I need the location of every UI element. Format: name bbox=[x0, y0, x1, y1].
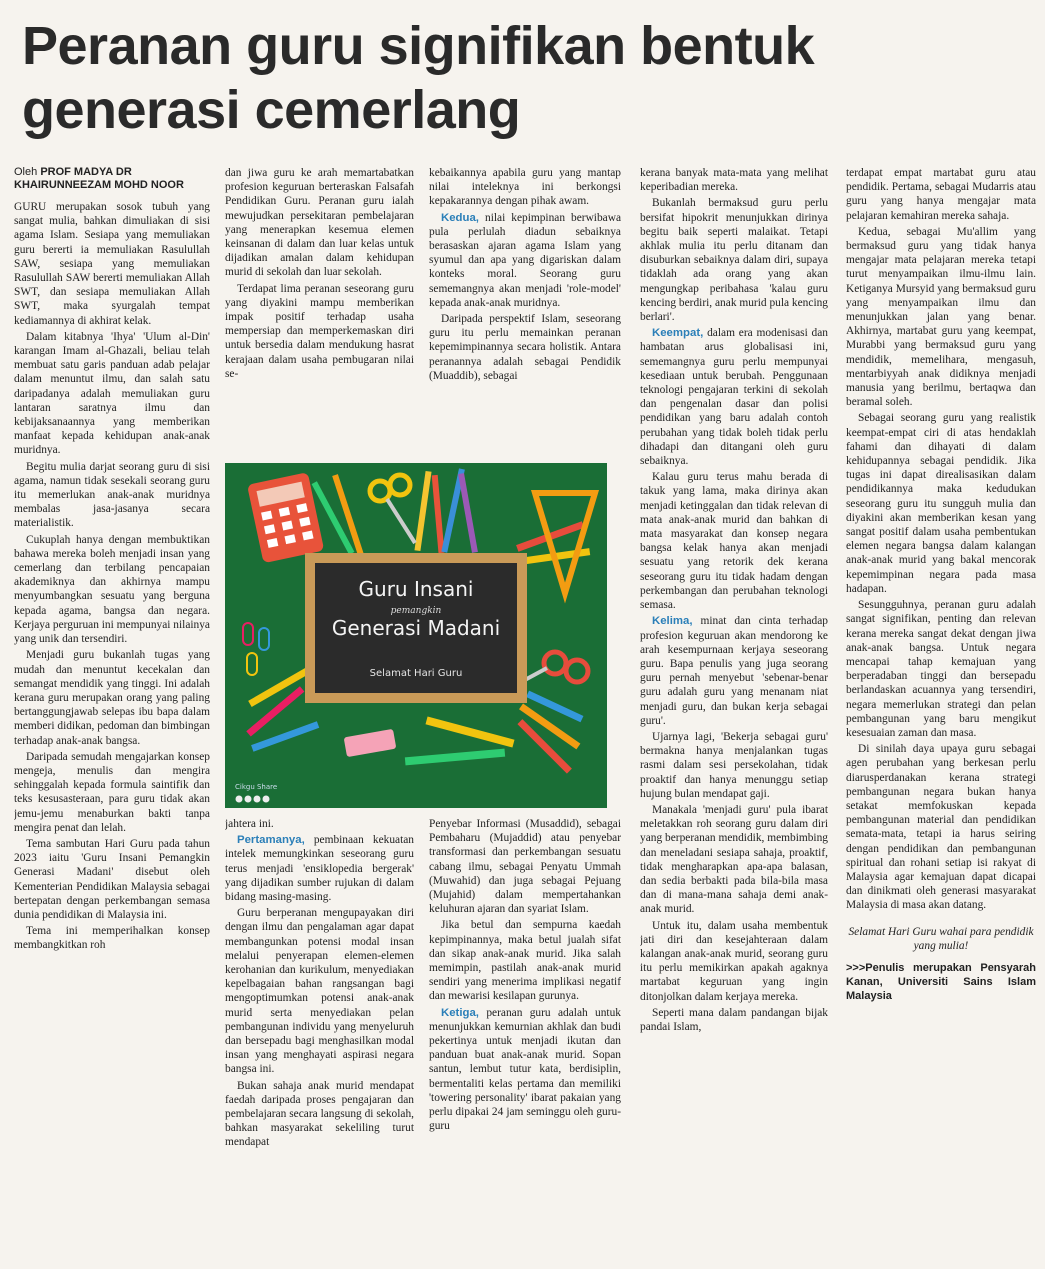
paragraph: Bukan sahaja anak murid mendapat faedah daripada proses pengajaran dan pembelajaran secara langsung di sekolah, bahkan masyarakat sekeliling turut mendapat bbox=[225, 1079, 414, 1149]
column-3-bottom bbox=[429, 817, 621, 1261]
paragraph: Tema sambutan Hari Guru pada tahun 2023 iaitu 'Guru Insani Pemangkin Generasi Madani' disebut oleh Kementerian Pendidikan Malaysia sebagai bertepatan dengan perkembangan semasa dunia pendidikan di Malaysia ini. bbox=[14, 837, 210, 921]
paragraph: Tema ini memperihalkan konsep membangkitkan roh bbox=[14, 925, 210, 952]
paragraph: Manakala 'menjadi guru' pula ibarat meletakkan roh seorang guru dalam diri yang berperanan mendidik, membimbing dan meneladani sesiapa sahaja, proaktif, tidak mengharapkan apa-apa balasan, dan sedia berbakti pada bila-bila masa dan di mana-mana sahaja demi anak-anak murid. bbox=[640, 803, 828, 916]
paragraph: Seperti mana dalam pandangan bijak pandai Islam, bbox=[640, 1006, 828, 1033]
paragraph bbox=[225, 833, 414, 904]
paragraph: Dalam kitabnya 'Ihya' 'Ulum al-Din' karangan Imam al-Ghazali, beliau telah membuat satu garis panduan adab pelajar dalam menuntut ilmu, dan salah satu daripadanya adalah memuliakan guru lantaran saratnya ilmu dan kebijaksanaannya yang memberikan manfaat kepada kehidupan anak-anak muridnya. bbox=[14, 330, 210, 457]
paragraph: Untuk itu, dalam usaha membentuk jati diri dan kesejahteraan dalam kalangan anak-anak murid, seorang guru itu perlu memikirkan apakah agaknya martabat keguruan yang ingin ditonjolkan dalam kerjaya mereka. bbox=[640, 919, 828, 1003]
paragraph: GURU merupakan sosok tubuh yang sangat mulia, bahkan dimuliakan di sisi agama Islam. Sesiapa yang memuliakan guru bererti ia memuliakan Rasulullah SAW, sesiapa yang memuliakan Rasulullah SAW bererti memuliakan Allah SWT, dan sesiapa memuliakan Allah SWT, maka syurgalah tempat kediamannya di akhirat kelak. bbox=[14, 201, 210, 327]
paragraph-text: pembinaan kekuatan intelek memungkinkan seseorang guru terus menjadi 'ensiklopedia bergerak' yang dijadikan sumber rujukan di dalam bidang masing-masing. bbox=[225, 834, 414, 904]
paragraph: Begitu mulia darjat seorang guru di sisi agama, namun tidak sesekali seorang guru itu memerlukan anak-anak muridnya membalas jasa-jasanya secara materialistik. bbox=[14, 460, 210, 530]
keempat-label: Keempat, bbox=[652, 327, 704, 340]
paragraph: Di sinilah daya upaya guru sebagai agen perubahan yang berkesan perlu diarusperdanakan kerana strategi pembangunan negara bukan hanya setakat memfokuskan kepada pembangunan material dan pendidikan semata-mata, tetapi ia harus seiring dengan pendidikan dan pembangunan spiritual dan rohani setiap isi rakyat di Malaysia agar kemajuan dapat dicapai dan dinikmati oleh generasi masyarakat Malaysia di masa akan datang. bbox=[846, 743, 1036, 912]
paragraph: Kedua, sebagai Mu'allim yang bermaksud guru yang tidak hanya mengajar mata pelajaran mereka tetapi turut menyampaikan ilmu-ilmu lain. Ketiganya Mursyid yang bermaksud guru yang menyampaikan ilmu dan menunjukkan jalan yang benar. Akhirnya, martabat guru yang keempat, Murabbi yang bermaksud guru yang mendidik, memelihara, mengasuh, mentarbiyyah anak didiknya menjadi manusia yang berilmu, bertaqwa dan beramal soleh. bbox=[846, 225, 1036, 409]
paragraph: Cukuplah hanya dengan membuktikan bahawa mereka boleh menjadi insan yang cemerlang dan terbilang pencapaian akademiknya dan akhirnya mampu menyumbangkan sesuatu yang berguna kepada agama, bangsa dan negara. Kerjaya perguruan ini mempunyai nilainya yang unik dan tersendiri. bbox=[14, 533, 210, 646]
paragraph bbox=[429, 211, 621, 310]
column-4 bbox=[640, 166, 828, 1261]
paragraph: terdapat empat martabat guru atau pendidik. Pertama, sebagai Mudarris atau guru yang hanya mengajar mata pelajaran kemahiran mereka sahaja. bbox=[846, 167, 1036, 222]
column-2-top bbox=[225, 166, 414, 458]
paragraph: Ujarnya lagi, 'Bekerja sebagai guru' bermakna hanya menjalankan tugas rasmi dalam sesi persekolahan, tidak proaktif dan hanya menunggu setiap hujung bulan mendapat gaji. bbox=[640, 730, 828, 800]
paragraph: Guru berperanan mengupayakan diri dengan ilmu dan pengalaman agar dapat membangunkan potensi modal insan melalui penyerapan elemen-elemen kerohanian dan kurikulum, menyediakan kepelbagaian bahan rangsangan bagi mengoptimumkan potensi anak-anak murid serta menyediakan pelan pembangunan individu yang menyeluruh dan bersepadu bagi menghasilkan modal insan yang menghayati aspirasi negara bangsa ini. bbox=[225, 907, 414, 1076]
paragraph: dan jiwa guru ke arah memartabatkan profesion keguruan berteraskan Falsafah Pendidikan Guru. Peranan guru ialah mewujudkan persekitaran pembelajaran yang menerapkan kesemua elemen keinsanan di dalam dan luar kelas untuk dijadikan amalan dalam kehidupan murid di sekolah dan luar sekolah. bbox=[225, 167, 414, 279]
paragraph: Penyebar Informasi (Musaddid), sebagai Pembaharu (Mujaddid) atau penyebar transformasi dan perkembangan sesuatu cabang ilmu, sebagai Penyatu Ummah (Muwahid) dan juga sebagai Pejuang (Mujahid) dalam mempertahankan keluhuran ajaran dan syariat Islam. bbox=[429, 818, 621, 916]
headline: Peranan guru signifikan bentuk generasi cemerlang bbox=[22, 16, 815, 140]
paragraph: Sesungguhnya, peranan guru adalah sangat signifikan, penting dan relevan kerana mereka sangat dekat dengan jiwa anak-anak bangsa. Untuk negara mencapai tahap kemajuan yang berperadaban tinggi dan bersepadu berlandaskan acuannya yang tersendiri, negara memerlukan strategi dan pelan pembangunan yang baru mengikut kesesuaian zaman dan masa. bbox=[846, 599, 1036, 739]
kelima-label: Kelima, bbox=[652, 615, 693, 628]
paragraph: jahtera ini. bbox=[225, 818, 274, 830]
column-1 bbox=[14, 166, 210, 1261]
pertamanya-label: Pertamanya, bbox=[237, 834, 305, 847]
paragraph bbox=[640, 614, 828, 728]
guru-insani-image bbox=[225, 463, 607, 808]
paragraph-text: dalam era modenisasi dan hambatan arus globalisasi ini, sememangnya guru perlu mempunyai kesediaan untuk berubah. Penggunaan teknologi pengajaran terkini di sekolah dan pengenalan dasar dan polisi pendidikan yang baru adalah contoh perubahan yang tidak boleh tidak perlu dihadapi dan ditangani oleh guru sebaiknya. bbox=[640, 327, 828, 468]
paragraph: Bukanlah bermaksud guru perlu bersifat hipokrit menunjukkan dirinya begitu baik seperti malaikat. Tetapi akhlak mulia itu perlu ditanam dan disuburkan sebaiknya dalam diri, supaya tidaklah ada orang yang akan mengungkap peribahasa 'kalau guru kencing berdiri, anak murid pula kencing berlari'. bbox=[640, 197, 828, 324]
byline-author: PROF MADYA DR KHAIRUNNEEZAM MOHD NOOR bbox=[14, 166, 184, 191]
paragraph: Kalau guru terus mahu berada di takuk yang lama, maka dirinya akan menjadi ketinggalan dan tidak relevan di mata anak-anak murid dan bahkan di mata masyarakat dan konsep negara bangsa kelak hanya akan menjadi sesuatu yang retorik dek kerana seseorang guru itu tidak hadam dengan perkembangan dan perubahan teknologi semasa. bbox=[640, 471, 828, 612]
byline bbox=[14, 166, 210, 192]
paragraph: Daripada semudah mengajarkan konsep mengeja, menulis dan mengira sehinggalah kepada formula saintifik dan teks kesusasteraan, para guru tidak akan jemu-jemu menaburkan bakti tanpa mengira penat dan lelah. bbox=[14, 750, 210, 834]
paragraph: Terdapat lima peranan seseorang guru yang diyakini mampu memberikan impak positif terhadap usaha mempersiap dan memperkemaskan diri untuk bersedia dalam mendukung hasrat kerajaan dalam usaha pembugaran nilai se- bbox=[225, 282, 414, 380]
column-3-top bbox=[429, 166, 621, 458]
closing-greeting: Selamat Hari Guru wahai para pendidik yang mulia! bbox=[848, 925, 1034, 952]
paragraph-text: minat dan cinta terhadap profesion keguruan akan mendorong ke arah kesempurnaan kerjaya seseorang guru. Bapa penulis yang juga seorang guru pernah menyebut 'sebenar-benar guru adalah guru yang menanam niat menjadi guru, dan bukan kerja sebagai guru'. bbox=[640, 615, 828, 727]
image-source: Cikgu Share bbox=[235, 783, 278, 791]
byline-prefix: Oleh bbox=[14, 166, 38, 178]
paragraph-text: peranan guru adalah untuk menunjukkan kemurnian akhlak dan budi pekertinya untuk menjadi ikutan dan panduan buat anak-anak murid. Sopan santun, lembut tutur kata, berdisiplin, bermentaliti kelas pertama dan memiliki 'towering personality' ibarat pakaian yang perlu dipakai 24 jam seminggu oleh guru-guru bbox=[429, 1006, 621, 1133]
paragraph: Jika betul dan sempurna kaedah kepimpinannya, maka betul jualah sifat dan sikap anak-anak murid. Jika salah memimpin, pastilah anak-anak murid sendiri yang menerima implikasi negatif dan mewarisi kesilapan gurunya. bbox=[429, 919, 621, 1003]
kedua-label: Kedua, bbox=[441, 211, 479, 224]
paragraph: Sebagai seorang guru yang realistik keempat-empat ciri di atas hendaklah fahami dan dihayati di dalam kehidupannya sebagai pendidik. Jika tugas ini dapat direalisasikan dalam pendidikannya maka kedudukan seseorang guru itu sungguh mulia dan diyakini akan memberikan kesan yang sangat positif dalam usaha pembentukan elemen negara bangsa dalam kalangan anak-anak murid yang bakal mencorak kepemimpinan negara pada masa hadapan. bbox=[846, 412, 1036, 595]
column-5 bbox=[846, 166, 1036, 1261]
image-title-script: pemangkin bbox=[390, 606, 442, 616]
paragraph: Menjadi guru bukanlah tugas yang mudah dan menuntut kecekalan dan semangat mendidik yang tinggi. Ini adalah kerana guru merupakan orang yang paling bertanggungjawab selepas ibu bapa dalam memberi didikan, pedoman dan bimbingan terhadap anak-anak bangsa. bbox=[14, 649, 210, 747]
paragraph-text: nilai kepimpinan berwibawa pula perlulah diadun sebaiknya berasaskan ajaran agama Islam yang syumul dan apa yang digariskan dalam konteks moral. Seorang guru sememangnya akan menjadi 'role-model' kepada anak-anak muridnya. bbox=[429, 211, 621, 309]
chalkboard bbox=[305, 553, 527, 703]
paragraph: kerana banyak mata-mata yang melihat keperibadian mereka. bbox=[640, 167, 828, 194]
paragraph: Daripada perspektif Islam, seseorang guru itu perlu memainkan peranan kepemimpinannya secara holistik. Antara peranannya adalah sebagai Pendidik (Muaddib), sebagai bbox=[429, 313, 621, 382]
image-title-line1: Guru Insani bbox=[358, 577, 474, 601]
paragraph bbox=[429, 1006, 621, 1134]
author-note: >>>Penulis merupakan Pensyarah Kanan, Universiti Sains Islam Malaysia bbox=[846, 961, 1036, 1003]
column-2-bottom bbox=[225, 817, 414, 1261]
image-title-line2: Generasi Madani bbox=[331, 616, 501, 640]
image-subtitle: Selamat Hari Guru bbox=[369, 668, 463, 679]
ketiga-label: Ketiga, bbox=[441, 1006, 479, 1019]
paragraph bbox=[640, 326, 828, 468]
paragraph: kebaikannya apabila guru yang mantap nilai inteleknya ini berkongsi kepakarannya dengan pihak awam. bbox=[429, 167, 621, 208]
